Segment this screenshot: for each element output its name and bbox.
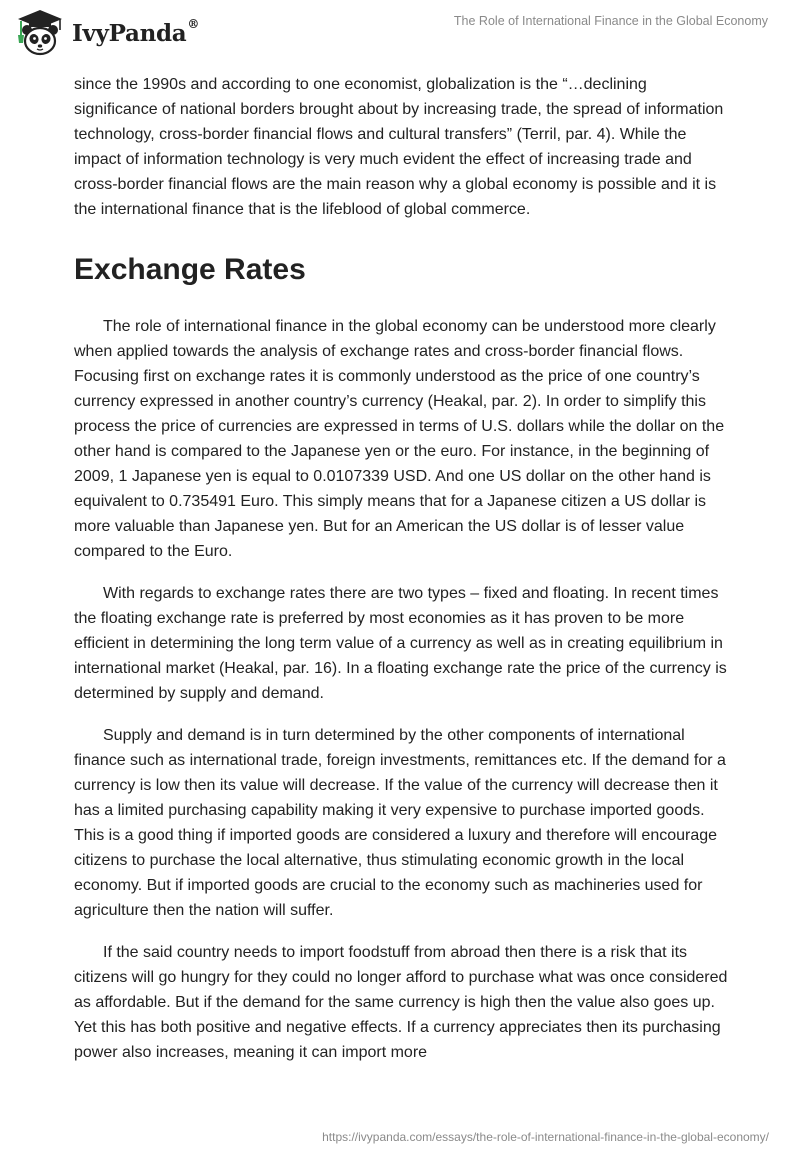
paragraph: Supply and demand is in turn determined by the other components of international finance such as international trade, foreign investments, remittances etc. If the demand for a currency is low then its value will decrease. If the value of the currency will decrease then it has a limited purchasing capability making it very expensive to purchase imported goods. This is a good thing if imported goods are considered a luxury and therefore will encourage citizens to purchase the local alternative, thus stimulating economic growth in the local economy. But if imported goods are crucial to the economy such as machineries used for agriculture then the nation will suffer. bbox=[74, 727, 726, 919]
paragraph-continued: since the 1990s and according to one economist, globalization is the “…declining significance of national borders brought about by increasing trade, the spread of information technology, cross-border financial flows and cultural transfers” (Terril, par. 4). While the impact of information technology is very much evident the effect of increasing trade and cross-border financial flows are the main reason why a global economy is possible and it is the international finance that is the lifeblood of global commerce. bbox=[74, 76, 724, 218]
running-title: The Role of International Finance in the Global Economy bbox=[453, 14, 768, 28]
section-heading-exchange-rates: Exchange Rates bbox=[74, 253, 306, 286]
page-header bbox=[0, 0, 800, 60]
registered-mark: ® bbox=[187, 16, 200, 31]
paragraph: The role of international finance in the global economy can be understood more clearly when applied towards the analysis of exchange rates and cross-border financial flows. Focusing first on exchange rates it is commonly understood as the price of one country’s currency expressed in another country’s currency (Heakal, par. 2). In order to simplify this process the price of currencies are expressed in terms of U.S. dollars while the dollar on the other hand is compared to the Japanese yen or the euro. For instance, in the beginning of 2009, 1 Japanese yen is equal to 0.0107339 USD. And one US dollar on the other hand is equivalent to 0.735491 Euro. This simply means that for a Japanese citizen a US dollar is more valuable than Japanese yen. But for an American the US dollar is of lesser value compared to the Euro. bbox=[74, 318, 725, 560]
source-url[interactable]: https://ivypanda.com/essays/the-role-of-international-finance-in-the-global-economy/ bbox=[322, 1130, 769, 1144]
panda-graduate-icon bbox=[14, 8, 66, 58]
brand-name: IvyPanda® bbox=[72, 16, 200, 47]
ivypanda-logo[interactable] bbox=[14, 8, 199, 58]
paragraph: If the said country needs to import foodstuff from abroad then there is a risk that its citizens will go hungry for they could no longer afford to purchase what was once considered as affordable. But if the demand for the same currency is high then the value also goes up. Yet this has both positive and negative effects. If a currency appreciates then its purchasing power also increases, meaning it can import more bbox=[74, 944, 728, 1061]
article-body bbox=[74, 72, 734, 1082]
paragraph: With regards to exchange rates there are two types – fixed and floating. In recent times the floating exchange rate is preferred by most economies as it has proven to be more efficient in determining the long term value of a currency as well as in creating equilibrium in international market (Heakal, par. 16). In a floating exchange rate the price of the currency is determined by supply and demand. bbox=[74, 585, 727, 702]
